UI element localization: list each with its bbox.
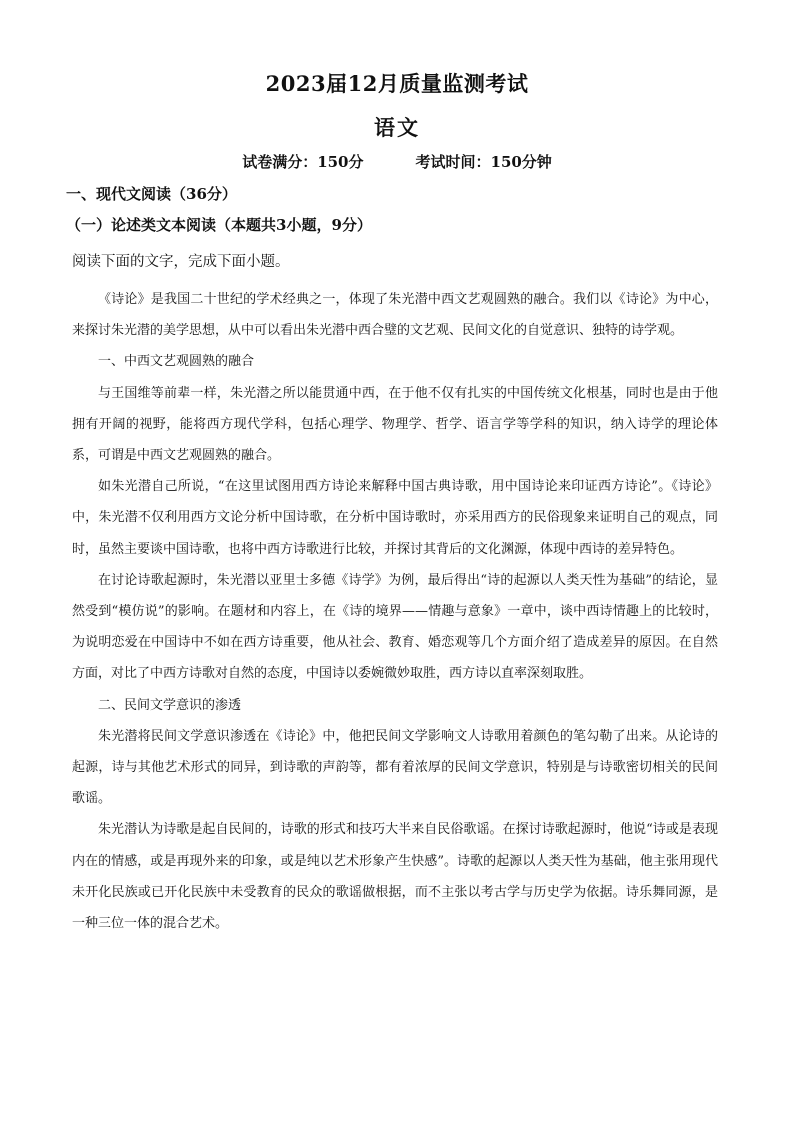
passage-paragraph: 如朱光潜自己所说，“在这里试图用西方诗论来解释中国古典诗歌，用中国诗论来印证西方诗论”。《诗论》中，朱光潜不仅利用西方文论分析中国诗歌，在分析中国诗歌时，亦采用西方的民俗现象来证明自己的观点，同时，虽然主要谈中国诗歌，也将中西方诗歌进行比较，并探讨其背后的文化渊源，体现中西诗的差异特色。 — [72, 479, 718, 557]
exam-title: 2023届12月质量监测考试 — [265, 71, 529, 96]
reading-instruction: 阅读下面的文字，完成下面小题。 — [72, 254, 290, 270]
passage-subheading: 一、中西文艺观圆熟的融合 — [98, 354, 255, 370]
section-heading: 一、现代文阅读（36分） — [66, 185, 237, 203]
passage-subheading: 二、民间文学意识的渗透 — [98, 697, 242, 713]
passage-paragraph: 与王国维等前辈一样，朱光潜之所以能贯通中西，在于他不仅有扎实的中国传统文化根基，同时也是由于他拥有开阔的视野，能将西方现代学科，包括心理学、物理学、哲学、语言学等学科的知识，纳入诗学的理论体系，可谓是中西文艺观圆熟的融合。 — [72, 385, 718, 464]
passage-paragraph: 《诗论》是我国二十世纪的学术经典之一，体现了朱光潜中西文艺观圆熟的融合。我们以《诗论》为中心，来探讨朱光潜的美学思想，从中可以看出朱光潜中西合璧的文艺观、民间文化的自觉意识、独特的诗学观。 — [72, 292, 718, 339]
exam-meta — [0, 151, 794, 172]
subsection-heading: （一）论述类文本阅读（本题共3小题，9分） — [66, 216, 372, 234]
full-score: 试卷满分：150分 — [242, 153, 364, 171]
passage-paragraph: 朱光潜将民间文学意识渗透在《诗论》中，他把民间文学影响文人诗歌用着颜色的笔勾勒了出来。从论诗的起源，诗与其他艺术形式的同异，到诗歌的声韵等，都有着浓厚的民间文学意识，特别是与诗歌密切相关的民间歌谣。 — [72, 728, 718, 807]
passage-paragraph: 朱光潜认为诗歌是起自民间的，诗歌的形式和技巧大半来自民俗歌谣。在探讨诗歌起源时，他说“诗或是表现内在的情感，或是再现外来的印象，或是纯以艺术形象产生快感”。诗歌的起源以人类天性为基础，他主张用现代未开化民族或已开化民族中未受教育的民众的歌谣做根据，而不主张以考古学与历史学为依据。诗乐舞同源，是一种三位一体的混合艺术。 — [72, 822, 718, 932]
subject-title: 语文 — [374, 115, 420, 140]
passage-paragraph: 在讨论诗歌起源时，朱光潜以亚里士多德《诗学》为例，最后得出“诗的起源以人类天性为基础”的结论，显然受到“模仿说”的影响。在题材和内容上，在《诗的境界——情趣与意象》一章中，谈中西诗情趣上的比较时，为说明恋爱在中国诗中不如在西方诗重要，他从社会、教育、婚恋观等几个方面介绍了造成差异的原因。在自然方面，对比了中西方诗歌对自然的态度，中国诗以委婉微妙取胜，西方诗以直率深刻取胜。 — [72, 572, 718, 682]
reading-passage — [72, 284, 718, 939]
exam-time: 考试时间：150分钟 — [415, 153, 552, 171]
